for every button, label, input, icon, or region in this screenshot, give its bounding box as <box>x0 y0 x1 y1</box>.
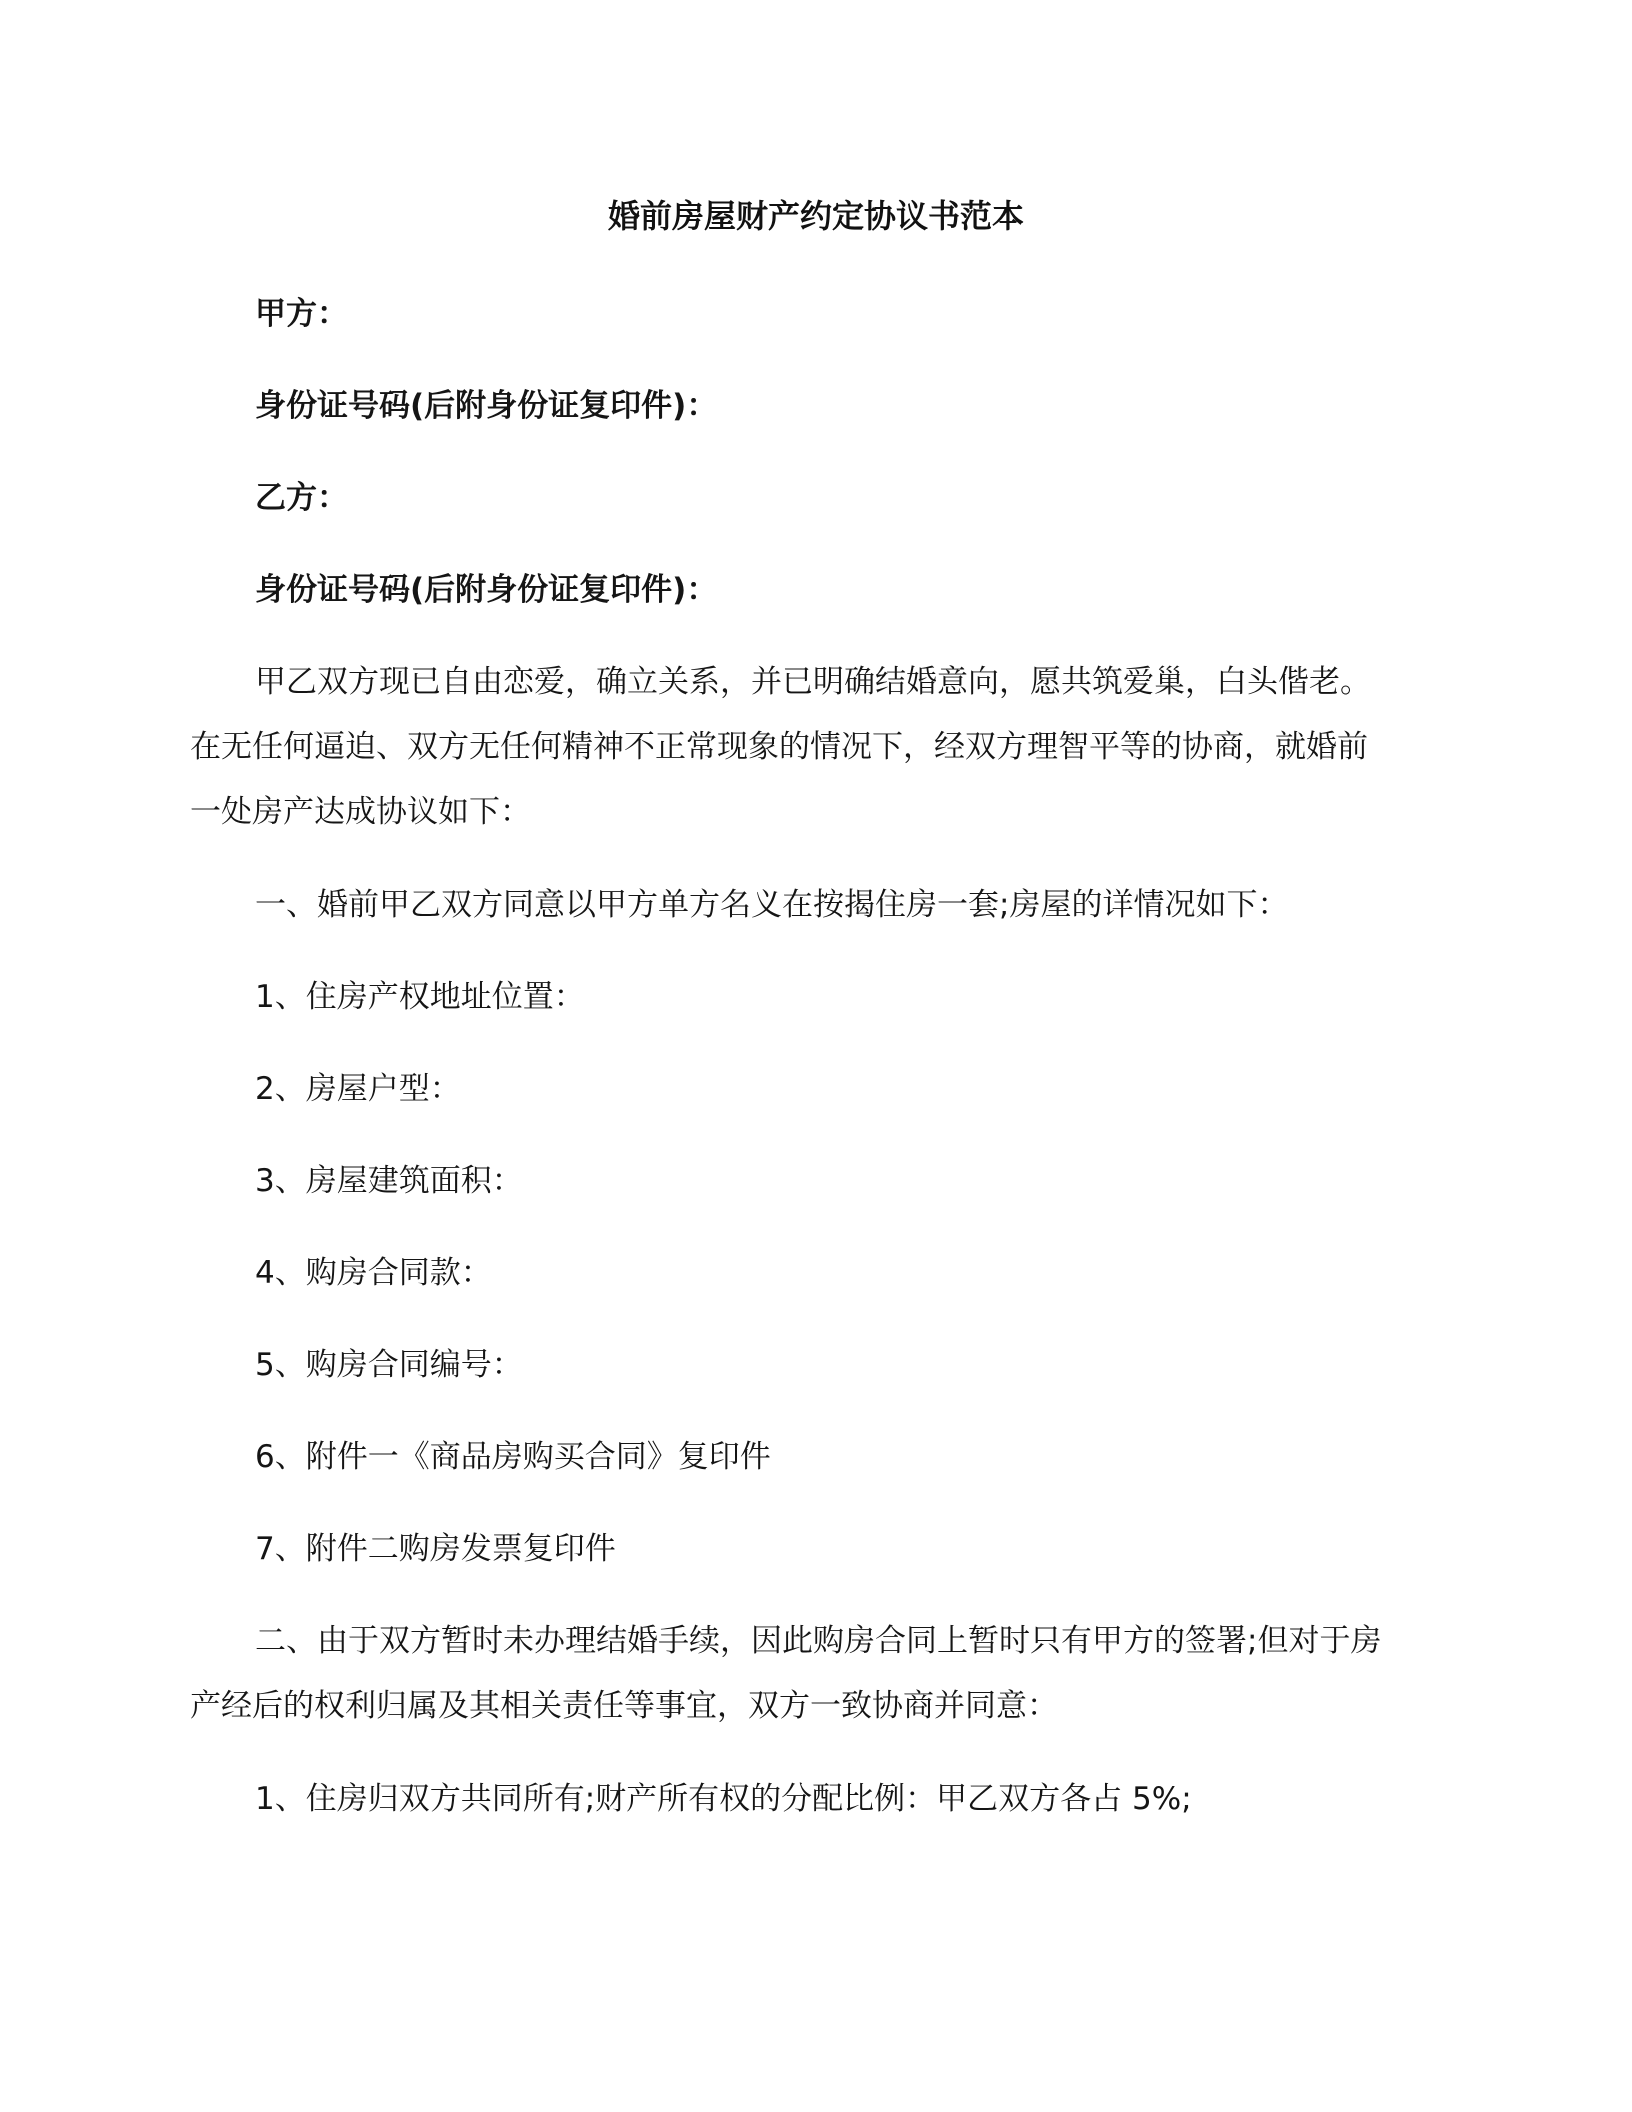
party-a-label: 甲方： <box>255 296 348 332</box>
property-item-contract-number: 5、购房合同编号： <box>255 1347 523 1383</box>
document-title: 婚前房屋财产约定协议书范本 <box>607 197 1024 235</box>
property-item-layout: 2、房屋户型： <box>255 1071 461 1107</box>
section-two-line-1: 二、由于双方暂时未办理结婚手续，因此购房合同上暂时只有甲方的签署;但对于房 <box>255 1623 1382 1659</box>
property-item-address: 1、住房产权地址位置： <box>255 979 585 1015</box>
intro-line-3: 一处房产达成协议如下： <box>190 794 531 830</box>
agreement-item-ownership: 1、住房归双方共同所有;财产所有权的分配比例：甲乙双方各占 5%; <box>255 1781 1192 1817</box>
section-one-heading: 一、婚前甲乙双方同意以甲方单方名义在按揭住房一套;房屋的详情况如下： <box>255 887 1289 923</box>
intro-line-2: 在无任何逼迫、双方无任何精神不正常现象的情况下，经双方理智平等的协商，就婚前 <box>190 729 1368 765</box>
property-item-attachment-two: 7、附件二购房发票复印件 <box>255 1531 616 1567</box>
section-two-line-2: 产经后的权利归属及其相关责任等事宜，双方一致协商并同意： <box>190 1688 1058 1724</box>
party-b-label: 乙方： <box>255 480 348 516</box>
property-item-attachment-one: 6、附件一《商品房购买合同》复印件 <box>255 1439 771 1475</box>
property-item-contract-amount: 4、购房合同款： <box>255 1255 492 1291</box>
party-b-id-label: 身份证号码(后附身份证复印件)： <box>255 572 718 608</box>
property-item-area: 3、房屋建筑面积： <box>255 1163 523 1199</box>
intro-line-1: 甲乙双方现已自由恋爱，确立关系，并已明确结婚意向，愿共筑爱巢，白头偕老。 <box>255 664 1371 700</box>
party-a-id-label: 身份证号码(后附身份证复印件)： <box>255 388 718 424</box>
